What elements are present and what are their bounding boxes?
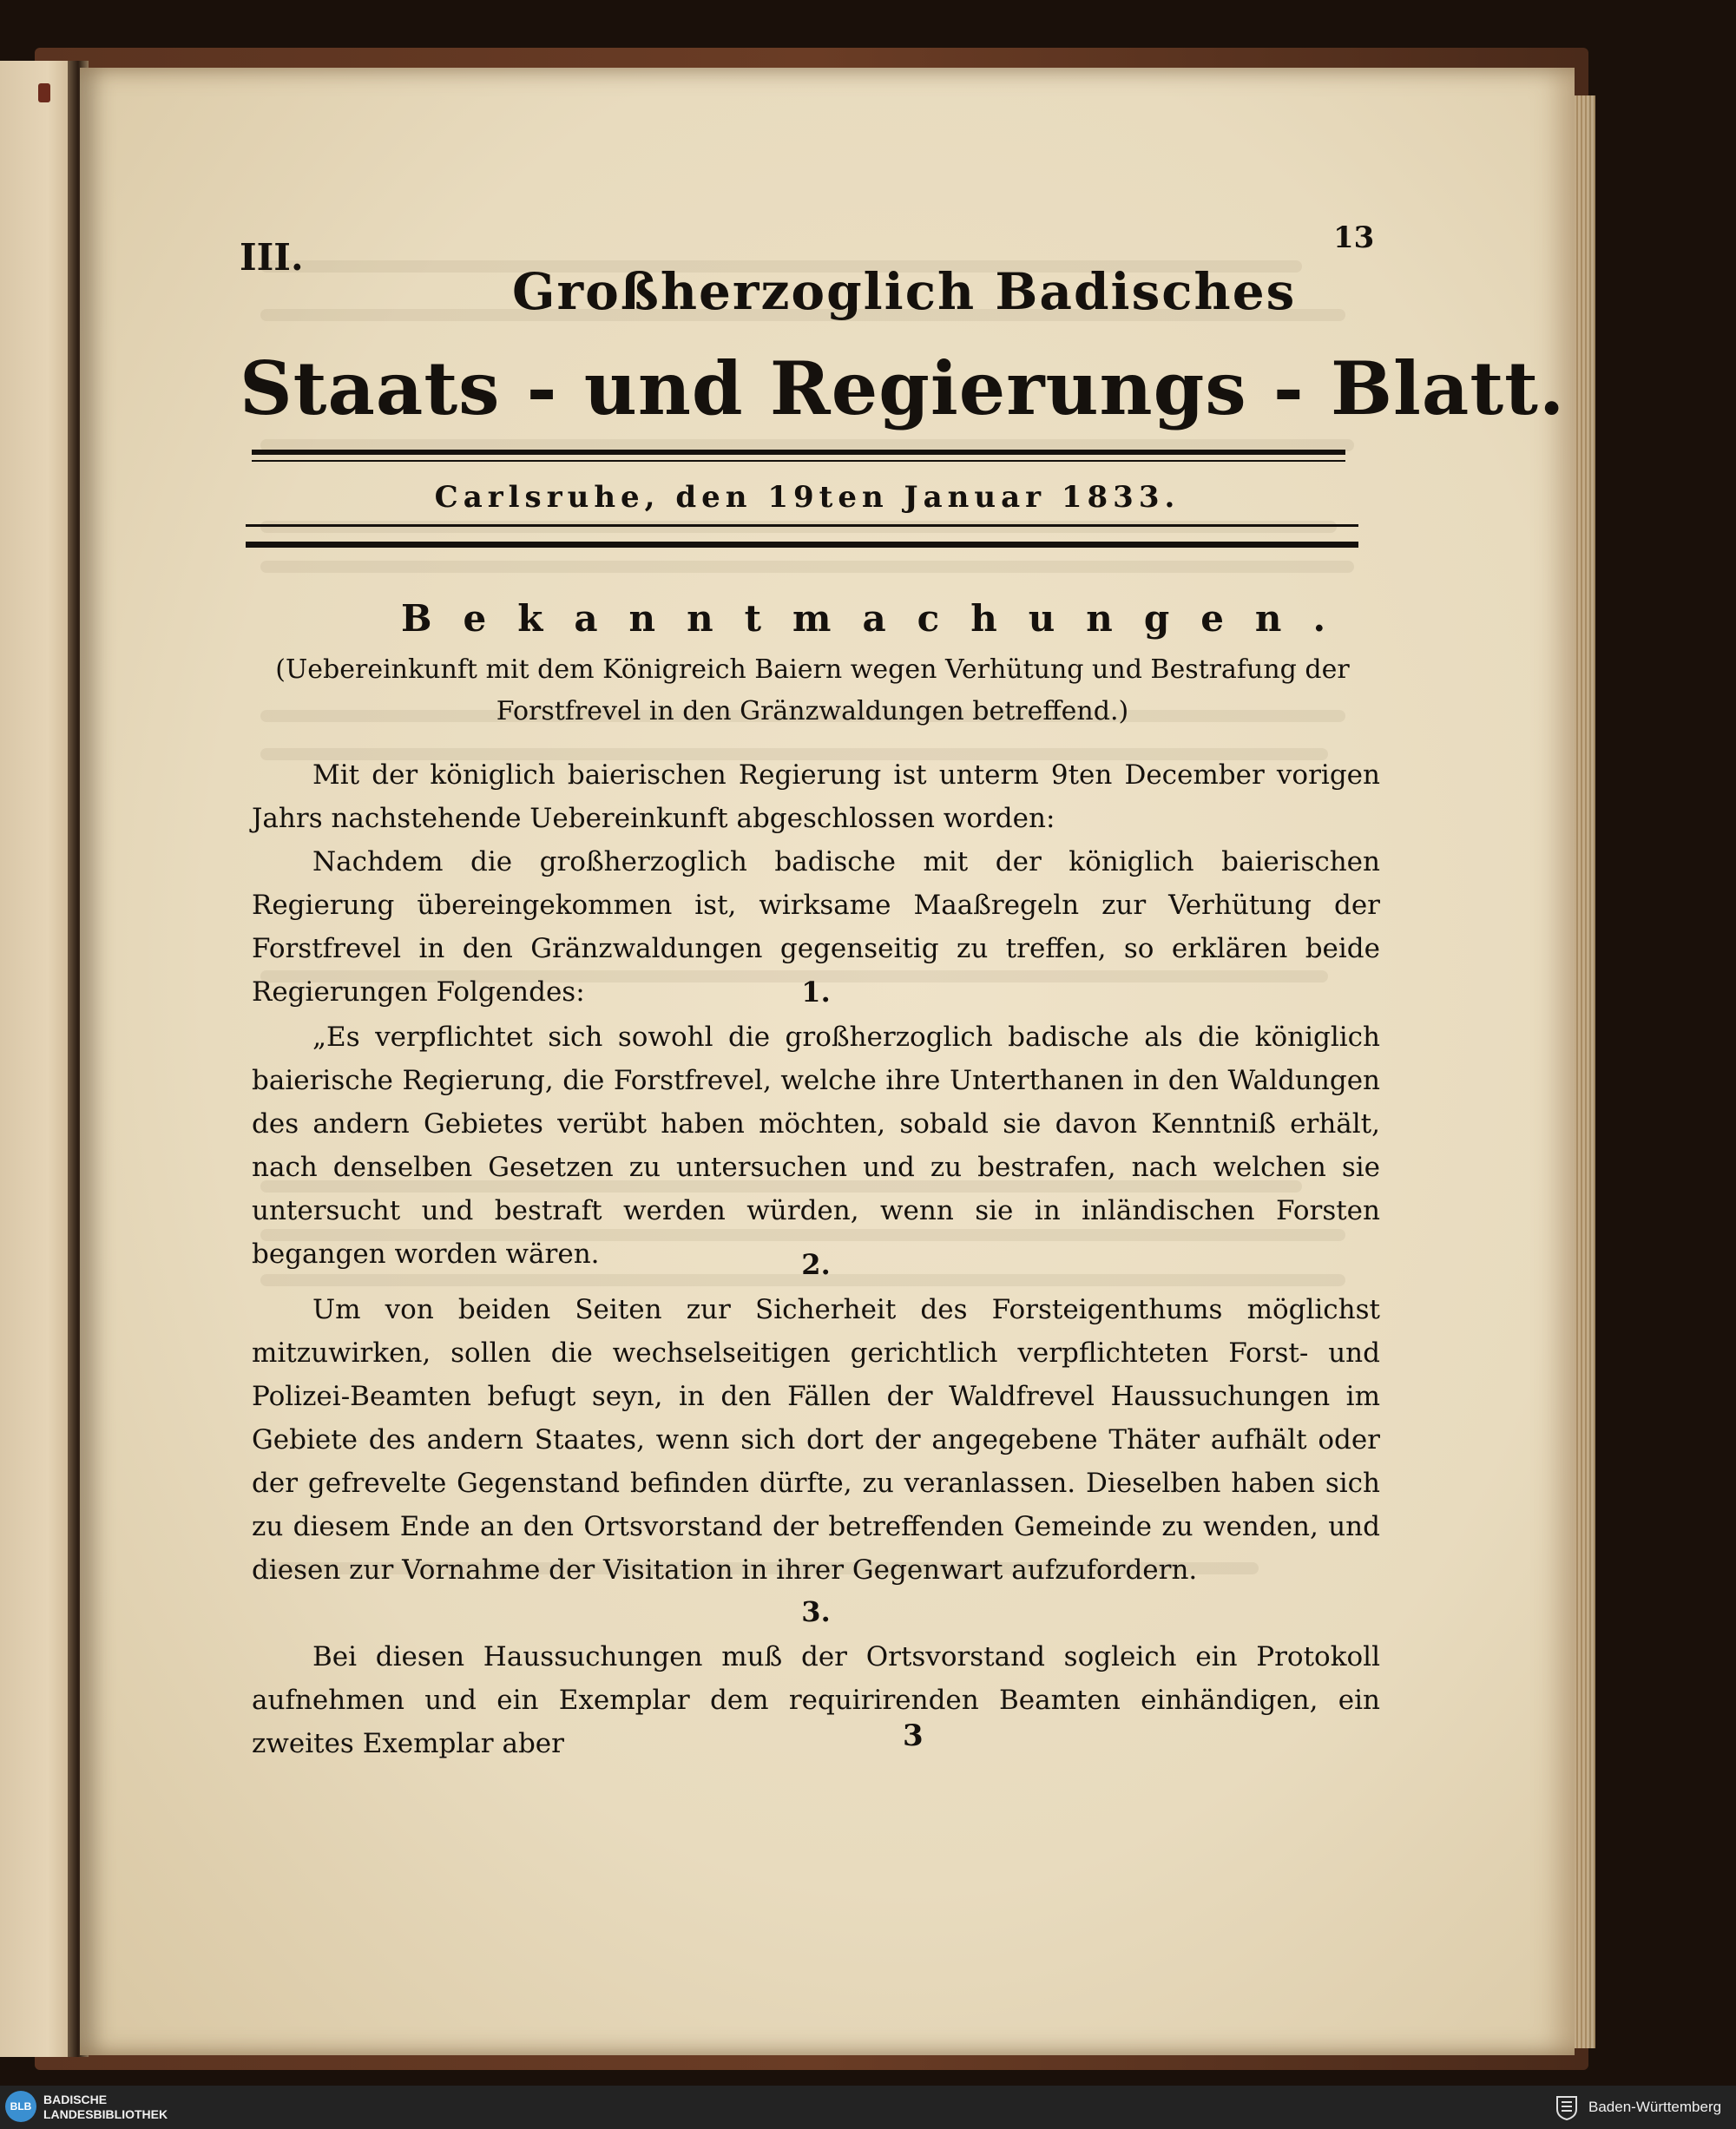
section-title: Bekanntmachungen. xyxy=(401,597,1358,640)
library-name-line1: BADISCHE xyxy=(43,2093,108,2106)
signature-mark: 3 xyxy=(903,1718,924,1753)
article-3-text: Bei diesen Haussuchungen muß der Ortsvorstand sogleich ein Protokoll aufnehmen und ein Exemplar dem requirirenden Beamten einhändigen, ein zweites Exemplar aber xyxy=(252,1641,1380,1759)
article-number: 2. xyxy=(801,1248,831,1281)
left-page-mark xyxy=(38,83,50,102)
article-number: 3. xyxy=(801,1595,831,1628)
article-2-text: Um von beiden Seiten zur Sicherheit des Forsteigenthums möglichst mitzuwirken, sollen die wechselseitigen gerichtlich verpflichteten Forst- und Polizei-Beamten befugt seyn, in den Fällen der Waldfrevel Haussuchungen im Gebiete des andern Staates, wenn sich dort der angegebene Thäter aufhält oder der gefrevelte Gegenstand befinden dürfte, zu veranlassen. Dieselben haben sich zu diesem Ende an den Ortsvorstand der betreffenden Gemeinde zu wenden, und diesen zur Vornahme der Visitation in ihrer Gegenwart aufzufordern. xyxy=(252,1294,1380,1586)
blb-logo-icon[interactable]: BLB xyxy=(5,2091,36,2122)
masthead-title: Staats - und Regierungs - Blatt. xyxy=(240,345,1566,431)
library-name-line2: LANDESBIBLIOTHEK xyxy=(43,2107,168,2121)
preamble-paragraph: Nachdem die großherzoglich badische mit der königlich baierischen Regierung übereingekommen ist, wirksame Maaßregeln zur Verhütung der Forstfrevel in den Gränzwaldungen gegenseitig zu treffen, so erklären beide Regierungen Folgendes: xyxy=(252,846,1380,1008)
rule-top-thin xyxy=(252,460,1345,462)
section-subtitle: (Uebereinkunft mit dem Königreich Baiern wegen Verhütung und Bestrafung der Forstfrevel in den Gränzwaldungen betreffend.) xyxy=(275,654,1350,726)
library-name[interactable] xyxy=(43,2093,168,2122)
masthead-line1: Großherzoglich Badisches xyxy=(512,262,1297,321)
bleed-through xyxy=(260,561,1354,573)
page-number: 13 xyxy=(1333,220,1375,255)
issue-number: III. xyxy=(240,236,304,279)
state-label[interactable]: Baden-Württemberg xyxy=(1588,2099,1722,2115)
dateline: Carlsruhe, den 19ten Januar 1833. xyxy=(434,480,1180,515)
bleed-through xyxy=(260,521,1337,533)
footer-bar xyxy=(0,2086,1736,2129)
article-1-text: „Es verpflichtet sich sowohl die großherzoglich badische als die königlich baierische Regierung, die Forstfrevel, welche ihre Unterthanen in den Waldungen des andern Gebietes verübt haben möchten, sobald sie davon Kenntniß erhält, nach denselben Gesetzen zu untersuchen und zu bestrafen, nach welchen sie untersucht und bestraft werden würden, wenn sie in inländischen Forsten begangen worden wären. xyxy=(252,1022,1380,1270)
baden-wuerttemberg-crest-icon[interactable] xyxy=(1554,2093,1580,2121)
rule-bottom xyxy=(246,542,1358,548)
rule-date-lower xyxy=(246,524,1358,527)
article-number: 1. xyxy=(801,976,831,1009)
intro-paragraph: Mit der königlich baierischen Regierung ist unterm 9ten December vorigen Jahrs nachstehende Uebereinkunft abgeschlossen worden: xyxy=(252,759,1380,834)
rule-top xyxy=(252,450,1345,455)
